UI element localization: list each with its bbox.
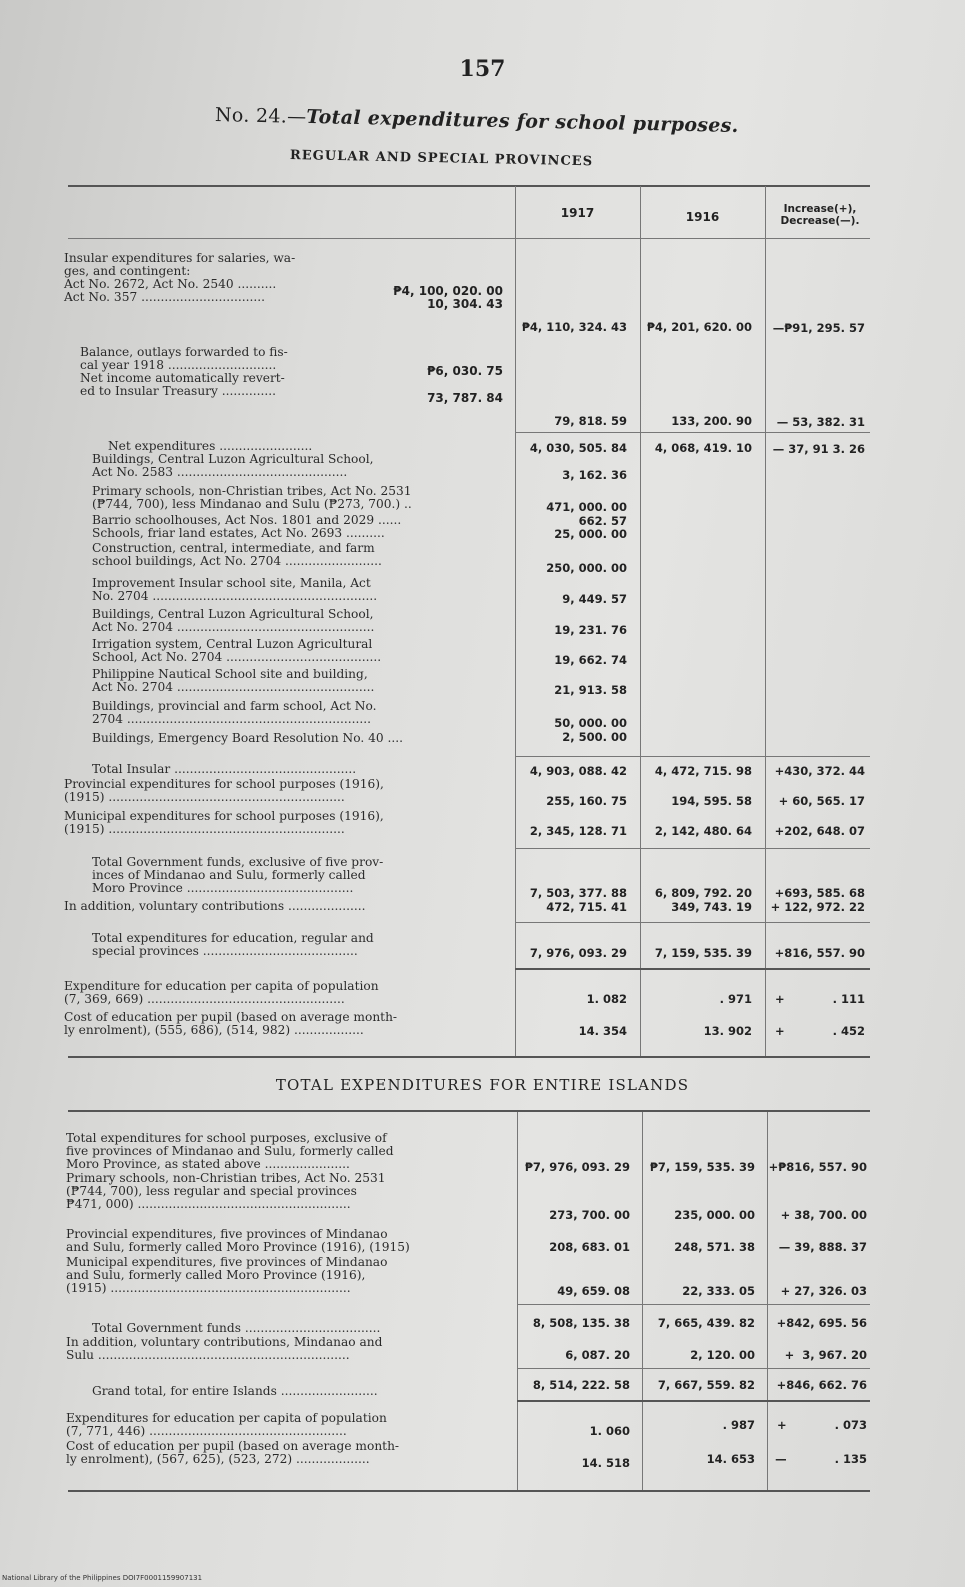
entire-stub: Total Government funds ...................................: [92, 1321, 381, 1335]
insular-change: —₱91, 295. 57: [772, 321, 865, 335]
total-1917: 2, 345, 128. 71: [529, 824, 627, 838]
entire-change: + 3, 967. 20: [784, 1348, 867, 1362]
net-1917: 4, 030, 505. 84: [529, 441, 627, 455]
total-1916: 2, 142, 480. 64: [654, 824, 752, 838]
item-1917: 662. 57: [578, 514, 627, 528]
item-1917: 21, 913. 58: [554, 683, 627, 697]
total-1917: 4, 903, 088. 42: [529, 764, 627, 778]
entire-1916: 14. 653: [706, 1452, 755, 1466]
total-1916: 194, 595. 58: [671, 794, 752, 808]
entire-1916: 7, 667, 559. 82: [657, 1378, 755, 1392]
item-1917: 19, 662. 74: [554, 653, 627, 667]
entire-stub: In addition, voluntary contributions, Mindanao and Sulu .................................................................: [66, 1335, 383, 1362]
govt-funds-rule: [515, 848, 870, 849]
net-1916: 4, 068, 419. 10: [654, 441, 752, 455]
item-stub: Buildings, provincial and farm school, Act No. 2704 ...............................................................: [92, 699, 377, 726]
lower-top-rule: [68, 1110, 870, 1112]
item-1917: 2, 500. 00: [562, 730, 627, 744]
entire-1917: 6, 087. 20: [565, 1348, 630, 1362]
table-subtitle: REGULAR AND SPECIAL PROVINCES: [289, 148, 594, 170]
item-stub: Schools, friar land estates, Act No. 2693 ..........: [92, 526, 385, 540]
entire-change: + 38, 700. 00: [780, 1208, 867, 1222]
total-1916: 7, 159, 535. 39: [654, 946, 752, 960]
table-title-text: Total expenditures for school purposes.: [306, 105, 739, 137]
total-1917: 1. 082: [586, 992, 627, 1006]
total-stub: Municipal expenditures for school purposes (1916), (1915) .............................................................: [64, 809, 384, 836]
total-1916: 13. 902: [703, 1024, 752, 1038]
entire-1917: 49, 659. 08: [557, 1284, 630, 1298]
net-change: — 37, 91 3. 26: [772, 442, 865, 456]
reverted-amount: 73, 787. 84: [427, 391, 503, 405]
per-capita-rule: [515, 968, 870, 970]
item-stub: Improvement Insular school site, Manila, Act No. 2704 ..........................................................: [92, 576, 378, 603]
entire-1917: 8, 514, 222. 58: [532, 1378, 630, 1392]
total-1916: 349, 743. 19: [671, 900, 752, 914]
entire-stub: Grand total, for entire Islands .........................: [92, 1384, 378, 1398]
item-1917: 25, 000. 00: [554, 527, 627, 541]
item-stub: Buildings, Emergency Board Resolution No. 40 ....: [92, 731, 403, 745]
entire-islands-heading: TOTAL EXPENDITURES FOR ENTIRE ISLANDS: [275, 1076, 690, 1094]
table-title: [215, 104, 739, 137]
total-1917: 14. 354: [578, 1024, 627, 1038]
item-stub: Primary schools, non-Christian tribes, Act No. 2531 (₱744, 700), less Mindanao and Sulu (₱273, 700.) ..: [92, 484, 412, 511]
total-change: + . 111: [774, 992, 865, 1006]
grand-total-rule: [517, 1368, 870, 1369]
col-divider-1: [515, 186, 516, 1056]
table-number: No. 24.—: [214, 104, 307, 128]
item-stub: Buildings, Central Luzon Agricultural School, Act No. 2583 ............................................: [92, 452, 374, 479]
entire-change: — . 135: [775, 1452, 867, 1466]
total-stub: Provincial expenditures for school purposes (1916), (1915) .............................................................: [64, 777, 384, 804]
entire-stub: Total expenditures for school purposes, exclusive of five provinces of Mindanao and Sulu, formerly called Moro Province, as stated above ......................: [66, 1131, 394, 1171]
item-1917: 9, 449. 57: [562, 592, 627, 606]
entire-1917: ₱7, 976, 093. 29: [524, 1160, 630, 1174]
top-rule: [68, 185, 870, 187]
entire-1916: 22, 333. 05: [682, 1284, 755, 1298]
total-stub: Cost of education per pupil (based on average month- ly enrolment), (555, 686), (514, 982) ..................: [64, 1010, 398, 1037]
entire-change: + 27, 326. 03: [780, 1284, 867, 1298]
item-1917: 471, 000. 00: [546, 500, 627, 514]
total-change: +693, 585. 68: [774, 886, 865, 900]
total-1916: . 971: [719, 992, 752, 1006]
item-1917: 19, 231. 76: [554, 623, 627, 637]
entire-stub: Provincial expenditures, five provinces of Mindanao and Sulu, formerly called Moro Province (1916), (1915): [66, 1227, 410, 1254]
balance-1917: 79, 818. 59: [554, 414, 627, 428]
entire-1917: 1. 060: [589, 1424, 630, 1438]
balance-outlays-amount: ₱6, 030. 75: [427, 364, 503, 378]
item-stub: Philippine Nautical School site and building, Act No. 2704 ...................................................: [92, 667, 375, 694]
lower-govt-rule: [517, 1304, 870, 1305]
page-number: 157: [459, 56, 506, 82]
total-insular-rule: [515, 756, 870, 757]
col-divider-3: [765, 186, 766, 1056]
entire-change: +846, 662. 76: [776, 1378, 867, 1392]
balance-change: — 53, 382. 31: [776, 415, 865, 429]
total-change: +202, 648. 07: [774, 824, 865, 838]
total-change: +430, 372. 44: [774, 764, 865, 778]
net-expenditures-label: Net expenditures ........................: [108, 439, 313, 453]
total-1917: 7, 503, 377. 88: [529, 886, 627, 900]
item-1917: 250, 000. 00: [546, 561, 627, 575]
entire-change: — 39, 888. 37: [778, 1240, 867, 1254]
total-change: +816, 557. 90: [774, 946, 865, 960]
entire-1916: 248, 571. 38: [674, 1240, 755, 1254]
item-stub: Construction, central, intermediate, and farm school buildings, Act No. 2704 .........................: [92, 541, 382, 568]
total-1917: 7, 976, 093. 29: [529, 946, 627, 960]
entire-1917: 208, 683. 01: [549, 1240, 630, 1254]
item-1917: 3, 162. 36: [562, 468, 627, 482]
entire-1917: 273, 700. 00: [549, 1208, 630, 1222]
item-1917: 50, 000. 00: [554, 716, 627, 730]
upper-bottom-rule: [68, 1056, 870, 1058]
col-divider-2: [640, 186, 641, 1056]
header-rule: [68, 238, 870, 239]
entire-1916: . 987: [722, 1418, 755, 1432]
insular-1917: ₱4, 110, 324. 43: [521, 320, 627, 334]
balance-outlays-label: Balance, outlays forwarded to fis- cal year 1918 ............................ Net income automatically revert- ed to Insular Treasury ..............: [80, 345, 288, 398]
lower-per-capita-rule: [517, 1400, 870, 1402]
total-stub: Total Government funds, exclusive of five prov- inces of Mindanao and Sulu, formerly called Moro Province ...........................................: [92, 855, 384, 895]
total-stub: Total Insular ...............................................: [92, 762, 357, 776]
entire-change: +842, 695. 56: [776, 1316, 867, 1330]
entire-stub: Municipal expenditures, five provinces of Mindanao and Sulu, formerly called Moro Province (1916), (1915) ..............................................................: [66, 1255, 388, 1295]
entire-1916: ₱7, 159, 535. 39: [649, 1160, 755, 1174]
insular-1916: ₱4, 201, 620. 00: [646, 320, 752, 334]
total-stub: In addition, voluntary contributions ....................: [64, 899, 366, 913]
entire-1916: 7, 665, 439. 82: [657, 1316, 755, 1330]
item-stub: Buildings, Central Luzon Agricultural School, Act No. 2704 ...................................................: [92, 607, 375, 634]
balance-1916: 133, 200. 90: [671, 414, 752, 428]
total-stub: Total expenditures for education, regular and special provinces ........................................: [92, 931, 374, 958]
entire-1917: 8, 508, 135. 38: [532, 1316, 630, 1330]
total-change: + . 452: [774, 1024, 865, 1038]
entire-stub: Cost of education per pupil (based on average month- ly enrolment), (567, 625), (523, 272) ...................: [66, 1439, 400, 1466]
scan-footer: National Library of the Philippines DOI7F0001159907131: [2, 1574, 203, 1582]
column-header-change: Increase(+), Decrease(—).: [780, 203, 860, 227]
entire-change: +₱816, 557. 90: [768, 1160, 867, 1174]
insular-expenditures-label: Insular expenditures for salaries, wa- ges, and contingent: Act No. 2672, Act No. 2540 .......... Act No. 357 ................................: [64, 251, 296, 304]
column-header-1917: 1917: [560, 206, 595, 220]
total-change: + 60, 565. 17: [778, 794, 865, 808]
entire-stub: Expenditures for education per capita of population (7, 771, 446) ...................................................: [66, 1411, 387, 1438]
entire-1916: 235, 000. 00: [674, 1208, 755, 1222]
entire-1917: 14. 518: [581, 1456, 630, 1470]
entire-1916: 2, 120. 00: [690, 1348, 755, 1362]
net-rule: [515, 432, 870, 433]
education-rule: [515, 922, 870, 923]
column-header-1916: 1916: [685, 210, 720, 224]
entire-change: + . 073: [776, 1418, 867, 1432]
total-1917: 472, 715. 41: [546, 900, 627, 914]
total-1917: 255, 160. 75: [546, 794, 627, 808]
total-stub: Expenditure for education per capita of population (7, 369, 669) ...................................................: [64, 979, 379, 1006]
item-stub: Irrigation system, Central Luzon Agricultural School, Act No. 2704 ........................................: [92, 637, 382, 664]
act-2672-amount: ₱4, 100, 020. 00: [393, 284, 503, 298]
total-1916: 4, 472, 715. 98: [654, 764, 752, 778]
lower-bottom-rule: [68, 1490, 870, 1492]
entire-stub: Primary schools, non-Christian tribes, Act No. 2531 (₱744, 700), less regular and special provinces ₱471, 000) .......................................................: [66, 1171, 386, 1211]
total-1916: 6, 809, 792. 20: [654, 886, 752, 900]
act-357-amount: 10, 304. 43: [427, 297, 503, 311]
item-stub: Barrio schoolhouses, Act Nos. 1801 and 2029 ......: [92, 513, 402, 527]
total-change: + 122, 972. 22: [770, 900, 865, 914]
